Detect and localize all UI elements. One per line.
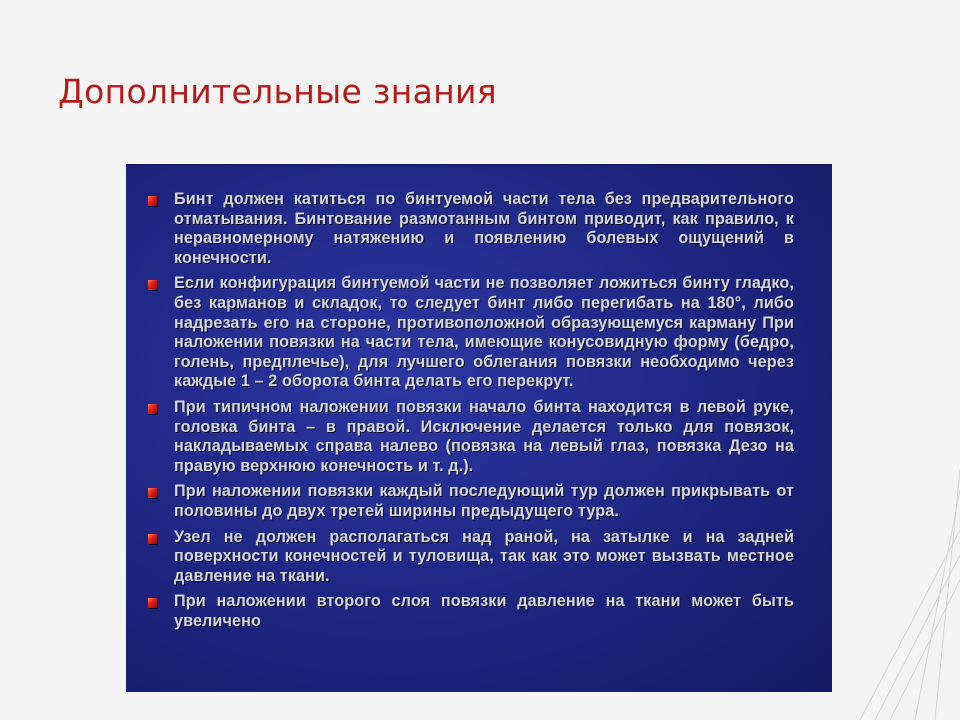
bullet-text: Бинт должен катиться по бинтуемой части тела без предварительного отматывания. Бинтование размотанным бинтом приводит, как правило, к неравномерному натяжению и появлению болевых ощущений в конечности.: [174, 190, 794, 267]
corner-lines-decoration: [820, 470, 960, 720]
red-square-bullet-icon: [148, 488, 157, 498]
bullet-list: [146, 190, 794, 631]
list-item: [146, 592, 794, 631]
list-item: [146, 482, 794, 521]
bullet-text: При типичном наложении повязки начало бинта находится в левой руке, головка бинта – в правой. Исключение делается только для повязок, накладываемых справа налево (повязка на левый глаз, повязка Дезо на правую верхнюю конечность и т. д.).: [174, 397, 794, 475]
bullet-text: Если конфигурация бинтуемой части не позволяет ложиться бинту гладко, без карманов и складок, то следует бинт либо перегибать на 180°, либо надрезать его на стороне, противоположной образующемуся карману При наложении повязки на части тела, имеющие конусовидную форму (бедро, голень, предплечье), для лучшего облегания повязки необходимо через каждые 1 – 2 оборота бинта делать его перекрут.: [174, 274, 794, 391]
red-square-bullet-icon: [148, 404, 157, 414]
red-square-bullet-icon: [148, 196, 157, 206]
red-square-bullet-icon: [148, 280, 157, 290]
red-square-bullet-icon: [148, 598, 157, 608]
list-item: [146, 190, 794, 268]
bullet-text: При наложении повязки каждый последующий тур должен прикрывать от половины до двух третей ширины предыдущего тура.: [174, 482, 794, 520]
list-item: [146, 398, 794, 476]
list-item: [146, 274, 794, 392]
bullet-text: Узел не должен располагаться над раной, на затылке и на задней поверхности конечностей и туловища, так как это может вызвать местное давление на ткани.: [174, 527, 794, 585]
slide-title: Дополнительные знания: [58, 72, 497, 111]
list-item: [146, 528, 794, 587]
content-panel: [126, 164, 832, 692]
bullet-text: При наложении второго слоя повязки давление на ткани может быть увеличено: [174, 592, 794, 630]
red-square-bullet-icon: [148, 534, 157, 544]
